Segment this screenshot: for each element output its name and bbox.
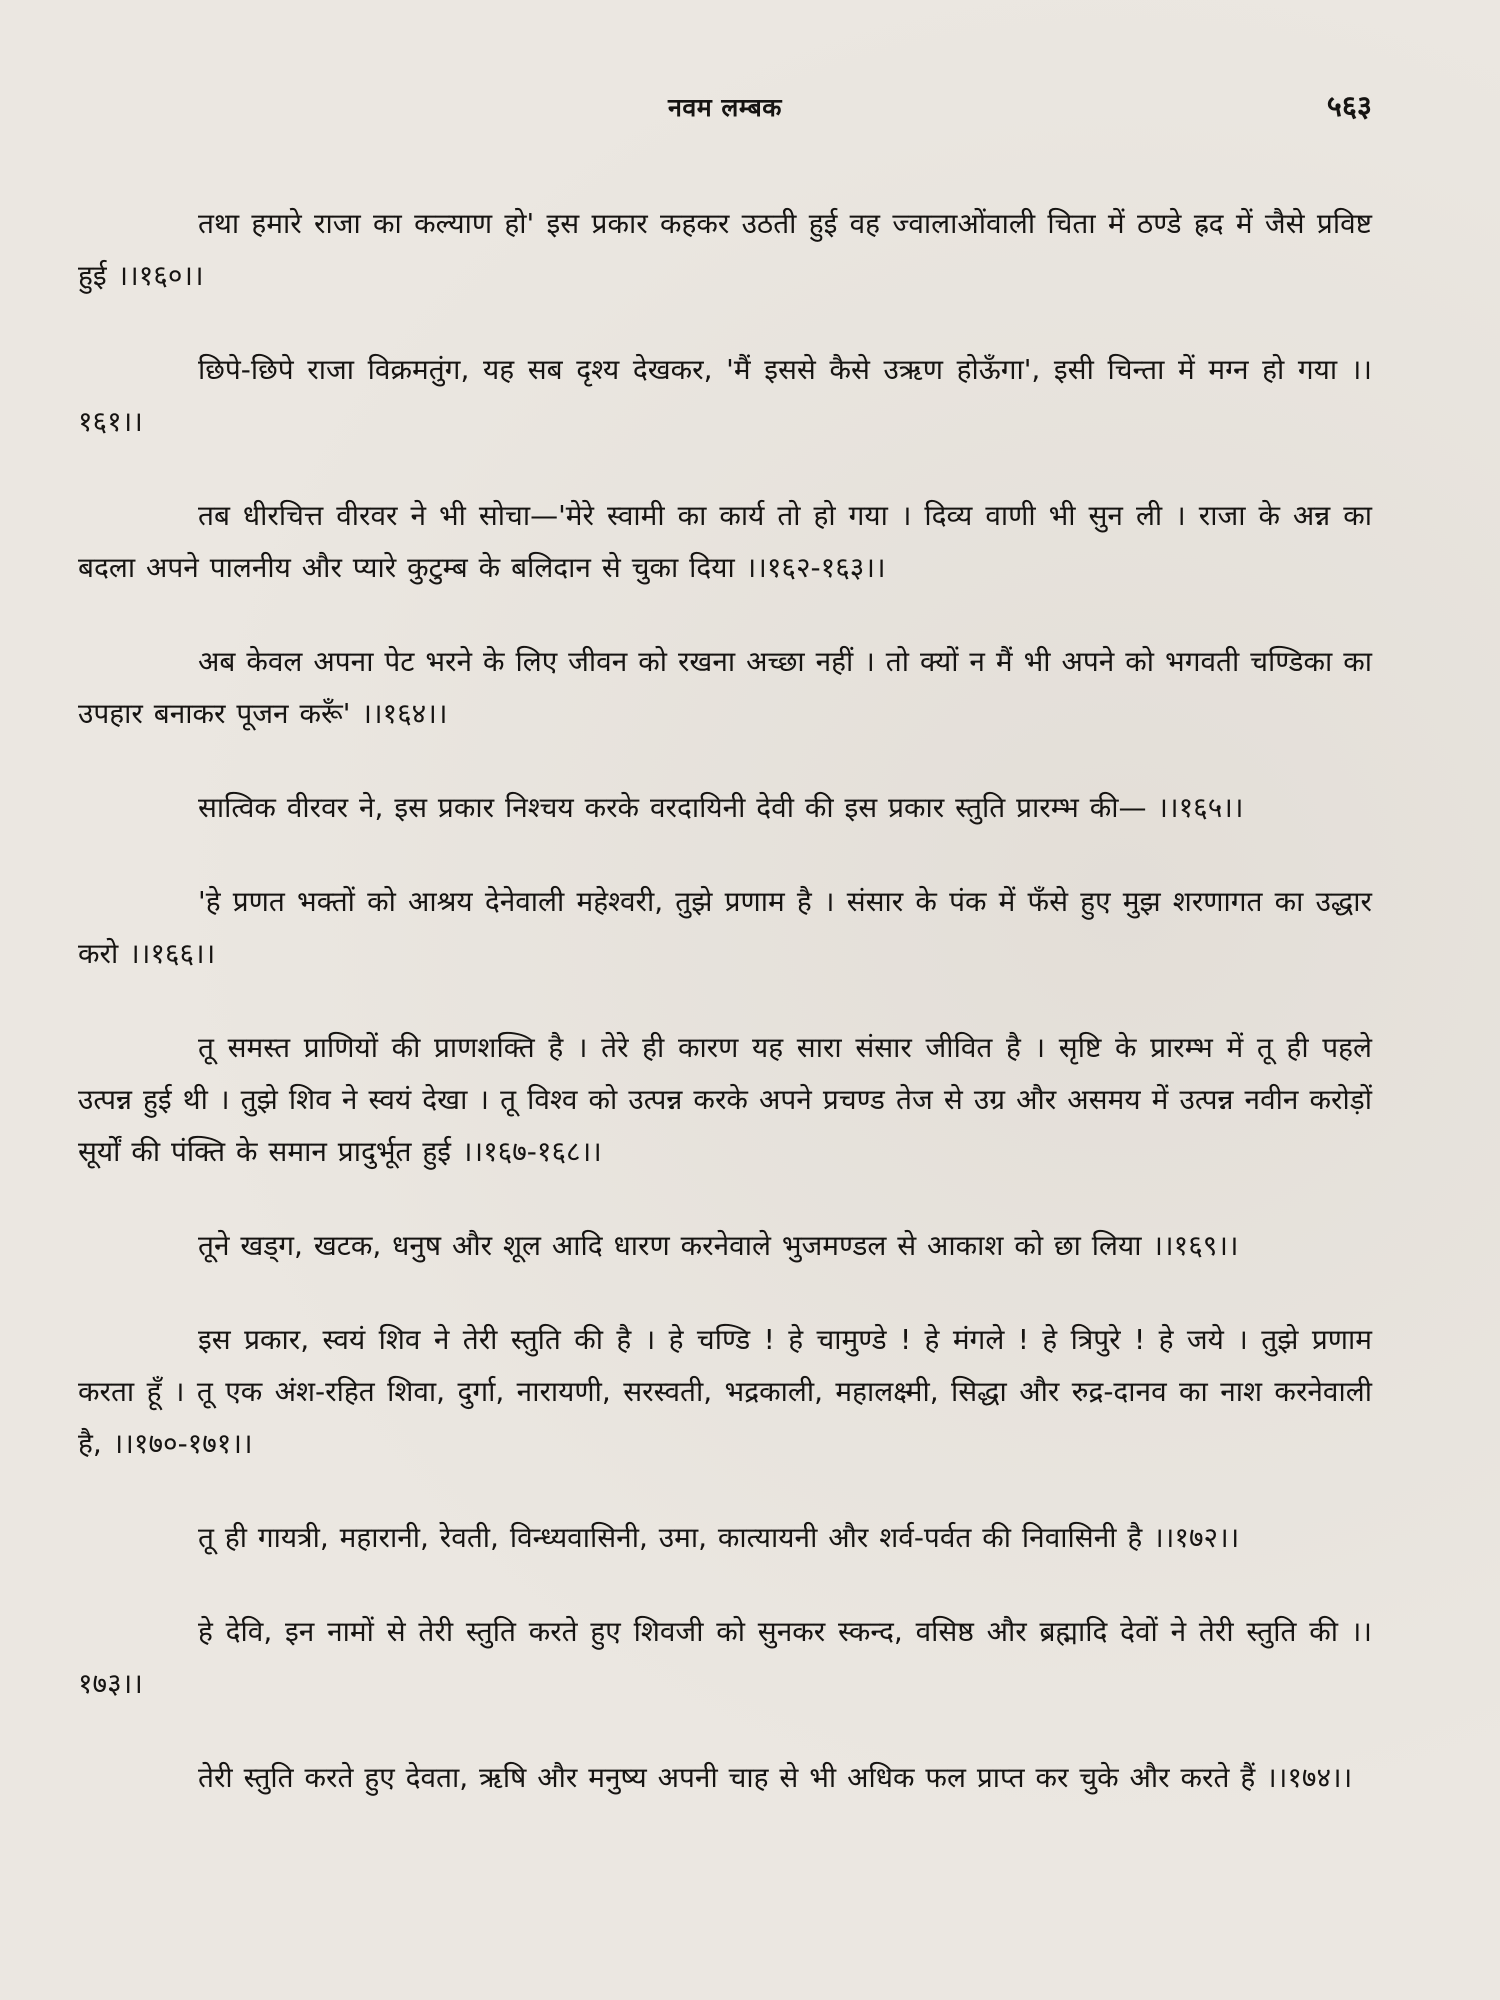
verse-paragraph: तू ही गायत्री, महारानी, रेवती, विन्ध्यवासिनी, उमा, कात्यायनी और शर्व-पर्वत की निवासिनी है ।।१७२।। xyxy=(198,1521,1240,1554)
page-number: ५६३ xyxy=(1326,89,1372,123)
verse-paragraph: तूने खड्ग, खटक, धनुष और शूल आदि धारण करनेवाले भुजमण्डल से आकाश को छा लिया ।।१६९।। xyxy=(198,1229,1239,1262)
page-body xyxy=(78,198,1372,1804)
verse-paragraph: हे देवि, इन नामों से तेरी स्तुति करते हुए शिवजी को सुनकर स्कन्द, वसिष्ठ और ब्रह्मादि देवों ने तेरी स्तुति की ।।१७३।। xyxy=(78,1615,1372,1700)
verse-paragraph: इस प्रकार, स्वयं शिव ने तेरी स्तुति की है । हे चण्डि ! हे चामुण्डे ! हे मंगले ! हे त्रिपुरे ! हे जये । तुझे प्रणाम करता हूँ । तू एक अंश-रहित शिवा, दुर्गा, नारायणी, सरस्वती, भद्रकाली, महालक्ष्मी, सिद्धा और रुद्र-दानव का नाश करनेवाली है, ।।१७०-१७१।। xyxy=(78,1323,1372,1460)
verse-paragraph: तेरी स्तुति करते हुए देवता, ऋषि और मनुष्य अपनी चाह से भी अधिक फल प्राप्त कर चुके और करते हैं ।।१७४।। xyxy=(198,1761,1353,1794)
verse-paragraph: छिपे-छिपे राजा विक्रमतुंग, यह सब दृश्य देखकर, 'मैं इससे कैसे उऋण होऊँगा', इसी चिन्ता में मग्न हो गया ।।१६१।। xyxy=(78,353,1372,438)
verse-paragraph: अब केवल अपना पेट भरने के लिए जीवन को रखना अच्छा नहीं । तो क्यों न मैं भी अपने को भगवती चण्डिका का उपहार बनाकर पूजन करूँ' ।।१६४।। xyxy=(78,645,1372,730)
verse-paragraph: 'हे प्रणत भक्तों को आश्रय देनेवाली महेश्वरी, तुझे प्रणाम है । संसार के पंक में फँसे हुए मुझ शरणागत का उद्धार करो ।।१६६।। xyxy=(78,885,1372,970)
verse-paragraph: सात्विक वीरवर ने, इस प्रकार निश्चय करके वरदायिनी देवी की इस प्रकार स्तुति प्रारम्भ की— ।।१६५।। xyxy=(198,791,1244,824)
verse-paragraph: तथा हमारे राजा का कल्याण हो' इस प्रकार कहकर उठती हुई वह ज्वालाओंवाली चिता में ठण्डे ह्रद में जैसे प्रविष्ट हुई ।।१६०।। xyxy=(78,207,1372,292)
page-header xyxy=(78,82,1372,142)
running-head: नवम लम्बक xyxy=(668,93,782,122)
verse-paragraph: तू समस्त प्राणियों की प्राणशक्ति है । तेरे ही कारण यह सारा संसार जीवित है । सृष्टि के प्रारम्भ में तू ही पहले उत्पन्न हुई थी । तुझे शिव ने स्वयं देखा । तू विश्व को उत्पन्न करके अपने प्रचण्ड तेज से उग्र और असमय में उत्पन्न नवीन करोड़ों सूर्यों की पंक्ति के समान प्रादुर्भूत हुई ।।१६७-१६८।। xyxy=(78,1031,1372,1168)
verse-paragraph: तब धीरचित्त वीरवर ने भी सोचा—'मेरे स्वामी का कार्य तो हो गया । दिव्य वाणी भी सुन ली । राजा के अन्न का बदला अपने पालनीय और प्यारे कुटुम्ब के बलिदान से चुका दिया ।।१६२-१६३।। xyxy=(78,499,1372,584)
